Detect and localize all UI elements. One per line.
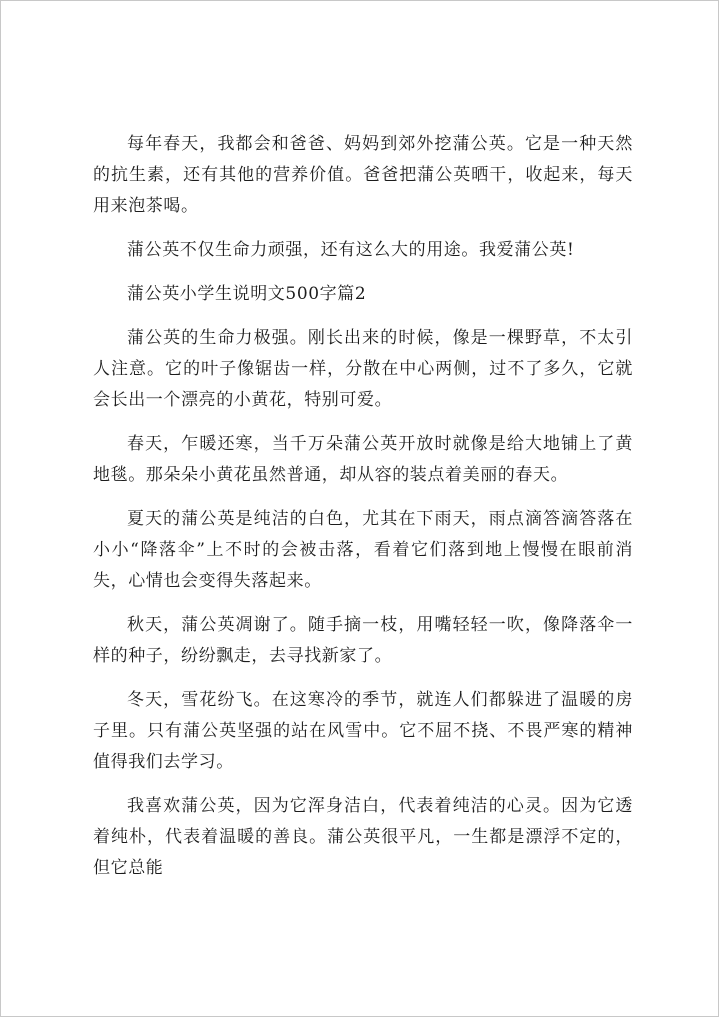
paragraph-autumn: 秋天，蒲公英凋谢了。随手摘一枝，用嘴轻轻一吹，像降落伞一样的种子，纷纷飘走，去寻找新家了。 — [93, 615, 633, 666]
paragraph-why-i-like: 我喜欢蒲公英，因为它浑身洁白，代表着纯洁的心灵。因为它透着纯朴，代表着温暖的善良。蒲公英很平凡，一生都是漂浮不定的，但它总能 — [93, 796, 633, 878]
paragraph-winter: 冬天，雪花纷飞。在这寒冷的季节，就连人们都躲进了温暖的房子里。只有蒲公英坚强的站在风雪中。它不屈不挠、不畏严寒的精神值得我们去学习。 — [93, 690, 633, 772]
paragraph-vitality: 蒲公英的生命力极强。刚长出来的时候，像是一棵野草，不太引人注意。它的叶子像锯齿一样，分散在中心两侧，过不了多久，它就会长出一个漂亮的小黄花，特别可爱。 — [93, 328, 633, 410]
paragraph-summer: 夏天的蒲公英是纯洁的白色，尤其在下雨天，雨点滴答滴答落在小小“降落伞”上不时的会被击落，看着它们落到地上慢慢在眼前消失，心情也会变得失落起来。 — [93, 509, 633, 591]
document-body — [93, 129, 633, 897]
paragraph-love-dandelion: 蒲公英不仅生命力顽强，还有这么大的用途。我爱蒲公英! — [127, 240, 575, 260]
paragraph-spring-digging: 每年春天，我都会和爸爸、妈妈到郊外挖蒲公英。它是一种天然的抗生素，还有其他的营养价值。爸爸把蒲公英晒干，收起来，每天用来泡茶喝。 — [93, 134, 633, 216]
paragraph-spring: 春天，乍暖还寒，当千万朵蒲公英开放时就像是给大地铺上了黄地毯。那朵朵小黄花虽然普通，却从容的装点着美丽的春天。 — [93, 434, 633, 485]
section-heading: 蒲公英小学生说明文500字篇2 — [127, 284, 367, 304]
